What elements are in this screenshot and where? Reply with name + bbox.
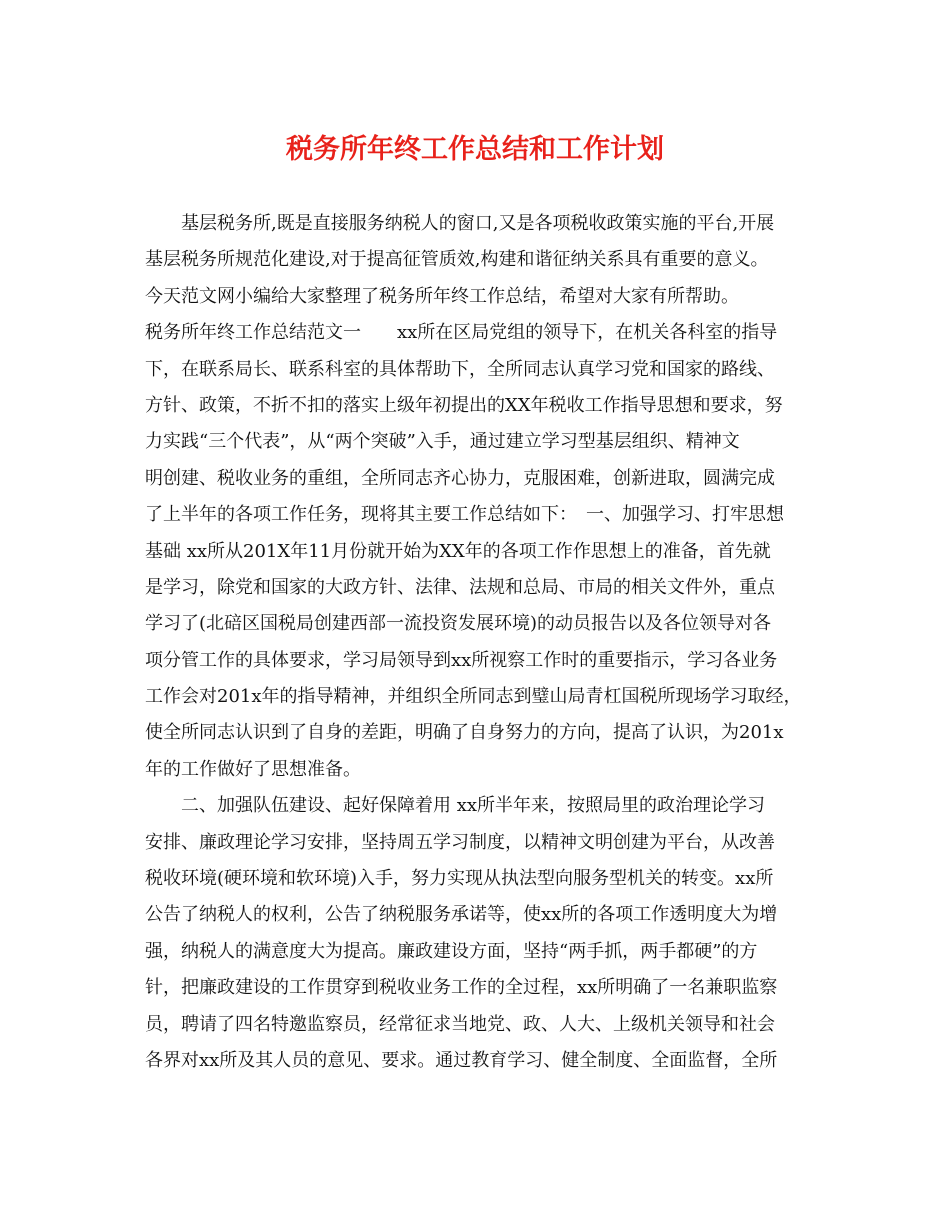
text-line: 二、加强队伍建设、起好保障着用 xx所半年来，按照局里的政治理论学习 [181, 795, 766, 817]
text-line: 明创建、税收业务的重组，全所同志齐心协力，克服困难，创新进取，圆满完成 [145, 467, 775, 489]
text-line: 下，在联系局长、联系科室的具体帮助下，全所同志认真学习党和国家的路线、 [145, 358, 775, 380]
text-line: 学习了(北碚区国税局创建西部一流投资发展环境)的动员报告以及各位领导对各 [145, 613, 772, 635]
text-line: 员，聘请了四名特邀监察员，经常征求当地党、政、人大、上级机关领导和社会 [145, 1013, 775, 1035]
text-line: 今天范文网小编给大家整理了税务所年终工作总结，希望对大家有所帮助。 [145, 285, 739, 307]
document-title: 税务所年终工作总结和工作计划 [286, 134, 664, 165]
text-line: 年的工作做好了思想准备。 [145, 758, 361, 780]
text-line: 公告了纳税人的权利，公告了纳税服务承诺等，使xx所的各项工作透明度大为增 [145, 904, 778, 926]
text-line: 项分管工作的具体要求，学习局领导到xx所视察工作时的重要指示，学习各业务 [145, 649, 778, 671]
text-line: 税务所年终工作总结范文一 xx所在区局党组的领导下，在机关各科室的指导 [145, 322, 778, 344]
text-line: 基层税务所,既是直接服务纳税人的窗口,又是各项税收政策实施的平台,开展 [181, 213, 775, 234]
text-line: 针，把廉政建设的工作贯穿到税收业务工作的全过程，xx所明确了一名兼职监察 [145, 977, 778, 999]
text-line: 基础 xx所从201X年11月份就开始为XX年的各项工作作思想上的准备，首先就 [145, 540, 771, 562]
text-line: 了上半年的各项工作任务，现将其主要工作总结如下： 一、加强学习、打牢思想 [145, 504, 784, 526]
text-line: 工作会对201x年的指导精神，并组织全所同志到璧山局青杠国税所现场学习取经， [145, 686, 802, 708]
text-line: 使全所同志认识到了自身的差距，明确了自身努力的方向，提高了认识，为201x [145, 722, 784, 744]
text-line: 基层税务所规范化建设,对于提高征管质效,构建和谐征纳关系具有重要的意义。 [145, 249, 769, 271]
text-line: 是学习，除党和国家的大政方针、法律、法规和总局、市局的相关文件外，重点 [145, 576, 775, 598]
text-line: 各界对xx所及其人员的意见、要求。通过教育学习、健全制度、全面监督，全所 [145, 1049, 778, 1071]
text-line: 安排、廉政理论学习安排，坚持周五学习制度，以精神文明创建为平台，从改善 [145, 831, 775, 853]
text-line: 力实践“三个代表”，从“两个突破”入手，通过建立学习型基层组织、精神文 [145, 431, 740, 453]
text-line: 方针、政策，不折不扣的落实上级年初提出的XX年税收工作指导思想和要求，努 [145, 394, 783, 416]
text-line: 税收环境(硬环境和软环境)入手，努力实现从执法型向服务型机关的转变。xx所 [145, 868, 774, 890]
document-body [145, 206, 825, 1079]
text-line: 强，纳税人的满意度大为提高。廉政建设方面，坚持“两手抓，两手都硬”的方 [145, 940, 758, 962]
